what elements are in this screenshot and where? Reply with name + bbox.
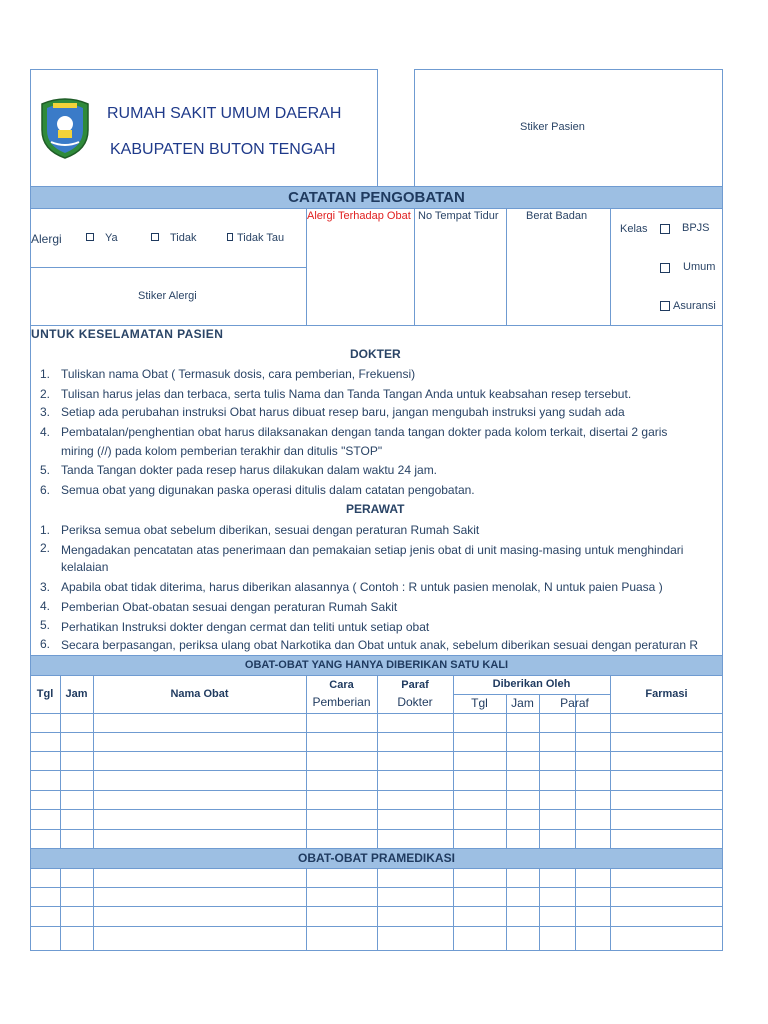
nurse-item-number: 6. [40,637,51,651]
subheader-jam: Jam [511,696,534,710]
nurse-item-5: Perhatikan Instruksi dokter dengan cermat dan teliti untuk setiap obat [61,620,430,634]
column-header-jam: Jam [65,688,88,700]
regional-emblem-icon [36,96,94,160]
subheader-paraf: Paraf [560,696,589,710]
page-title: CATATAN PENGOBATAN [288,189,465,206]
body-weight-label: Berat Badan [526,210,588,222]
once-only-table-band [30,655,723,676]
once-only-table-title: OBAT-OBAT YANG HANYA DIBERIKAN SATU KALI [244,659,509,671]
class-label: Kelas [620,223,648,235]
allergy-yes-checkbox[interactable] [86,233,94,241]
doctor-item-1: Tuliskan nama Obat ( Termasuk dosis, cara pemberian, Frekuensi) [61,367,416,381]
nurse-item-2-cont: kelalaian [61,560,109,574]
allergy-sticker-label: Stiker Alergi [138,290,197,302]
doctor-item-number: 1. [40,367,51,381]
class-asuransi-label: Asuransi [673,300,716,312]
nurse-item-number: 1. [40,523,51,537]
doctor-item-6: Semua obat yang digunakan paska operasi ditulis dalam catatan pengobatan. [61,483,475,497]
column-header-pemberian: Pemberian [312,695,371,709]
column-header-tgl: Tgl [36,688,54,700]
nurse-item-number: 4. [40,599,51,613]
bed-number-label: No Tempat Tidur [418,210,499,222]
nurse-item-number: 5. [40,618,51,632]
nurse-item-1: Periksa semua obat sebelum diberikan, sesuai dengan peraturan Rumah Sakit [61,523,480,537]
nurse-item-3: Apabila obat tidak diterima, harus diberikan alasannya ( Contoh : R untuk pasien menolak, N untuk paien Puasa ) [61,580,663,594]
column-header-nama-obat: Nama Obat [170,688,229,700]
class-bpjs-checkbox[interactable] [660,224,670,234]
nurse-item-2: Mengadakan pencatatan atas penerimaan dan pemakaian setiap jenis obat di unit masing-masing untuk menghindari [61,543,684,557]
hospital-name-line1: RUMAH SAKIT UMUM DAERAH [107,105,342,122]
nurse-heading: PERAWAT [346,502,405,516]
column-header-cara: Cara [329,679,354,691]
class-umum-checkbox[interactable] [660,263,670,273]
doctor-item-2: Tulisan harus jelas dan terbaca, serta tulis Nama dan Tanda Tangan Anda untuk keabsahan resep tersebut. [61,387,632,401]
patient-sticker-label: Stiker Pasien [520,121,585,133]
doctor-item-number: 6. [40,483,51,497]
doctor-item-number: 4. [40,425,51,439]
class-bpjs-label: BPJS [682,222,710,234]
doctor-item-4-cont: miring (//) pada kolom pemberian terakhir dan ditulis "STOP" [61,444,383,458]
safety-heading: UNTUK KESELAMATAN PASIEN [31,327,224,341]
nurse-item-4: Pemberian Obat-obatan sesuai dengan peraturan Rumah Sakit [61,600,398,614]
column-header-farmasi: Farmasi [645,688,688,700]
class-asuransi-checkbox[interactable] [660,301,670,311]
class-umum-label: Umum [683,261,716,273]
allergy-unknown-label: Tidak Tau [237,232,285,244]
hospital-name-line2: KABUPATEN BUTON TENGAH [110,141,336,158]
doctor-item-3: Setiap ada perubahan instruksi Obat harus dibuat resep baru, jangan mengubah instruksi yang sudah ada [61,405,625,419]
doctor-item-4: Pembatalan/penghentian obat harus dilaksanakan dengan tanda tangan dokter pada kolom terkait, disertai 2 garis [61,425,668,439]
doctor-item-number: 3. [40,405,51,419]
allergy-unknown-checkbox[interactable] [227,233,233,241]
premedication-table-title: OBAT-OBAT PRAMEDIKASI [298,851,455,865]
doctor-item-5: Tanda Tangan dokter pada resep harus dilakukan dalam waktu 24 jam. [61,463,438,477]
doctor-item-number: 2. [40,387,51,401]
column-header-diberikan-oleh: Diberikan Oleh [492,678,571,690]
subheader-tgl: Tgl [471,696,488,710]
allergy-yes-label: Ya [105,232,118,244]
allergy-label: Alergi [31,232,62,246]
doctor-item-number: 5. [40,463,51,477]
nurse-item-number: 2. [40,541,51,555]
nurse-item-6: Secara berpasangan, periksa ulang obat Narkotika dan Obat untuk anak, sebelum diberikan sesuai dengan peraturan R [61,638,699,652]
nurse-item-number: 3. [40,580,51,594]
column-header-dokter: Dokter [397,695,433,709]
doctor-heading: DOKTER [350,347,401,361]
premedication-table-band [30,848,723,869]
allergy-no-label: Tidak [170,232,197,244]
title-band [30,186,723,209]
drug-allergy-label: Alergi Terhadap Obat [307,210,411,222]
column-header-paraf: Paraf [401,679,429,691]
allergy-no-checkbox[interactable] [151,233,159,241]
